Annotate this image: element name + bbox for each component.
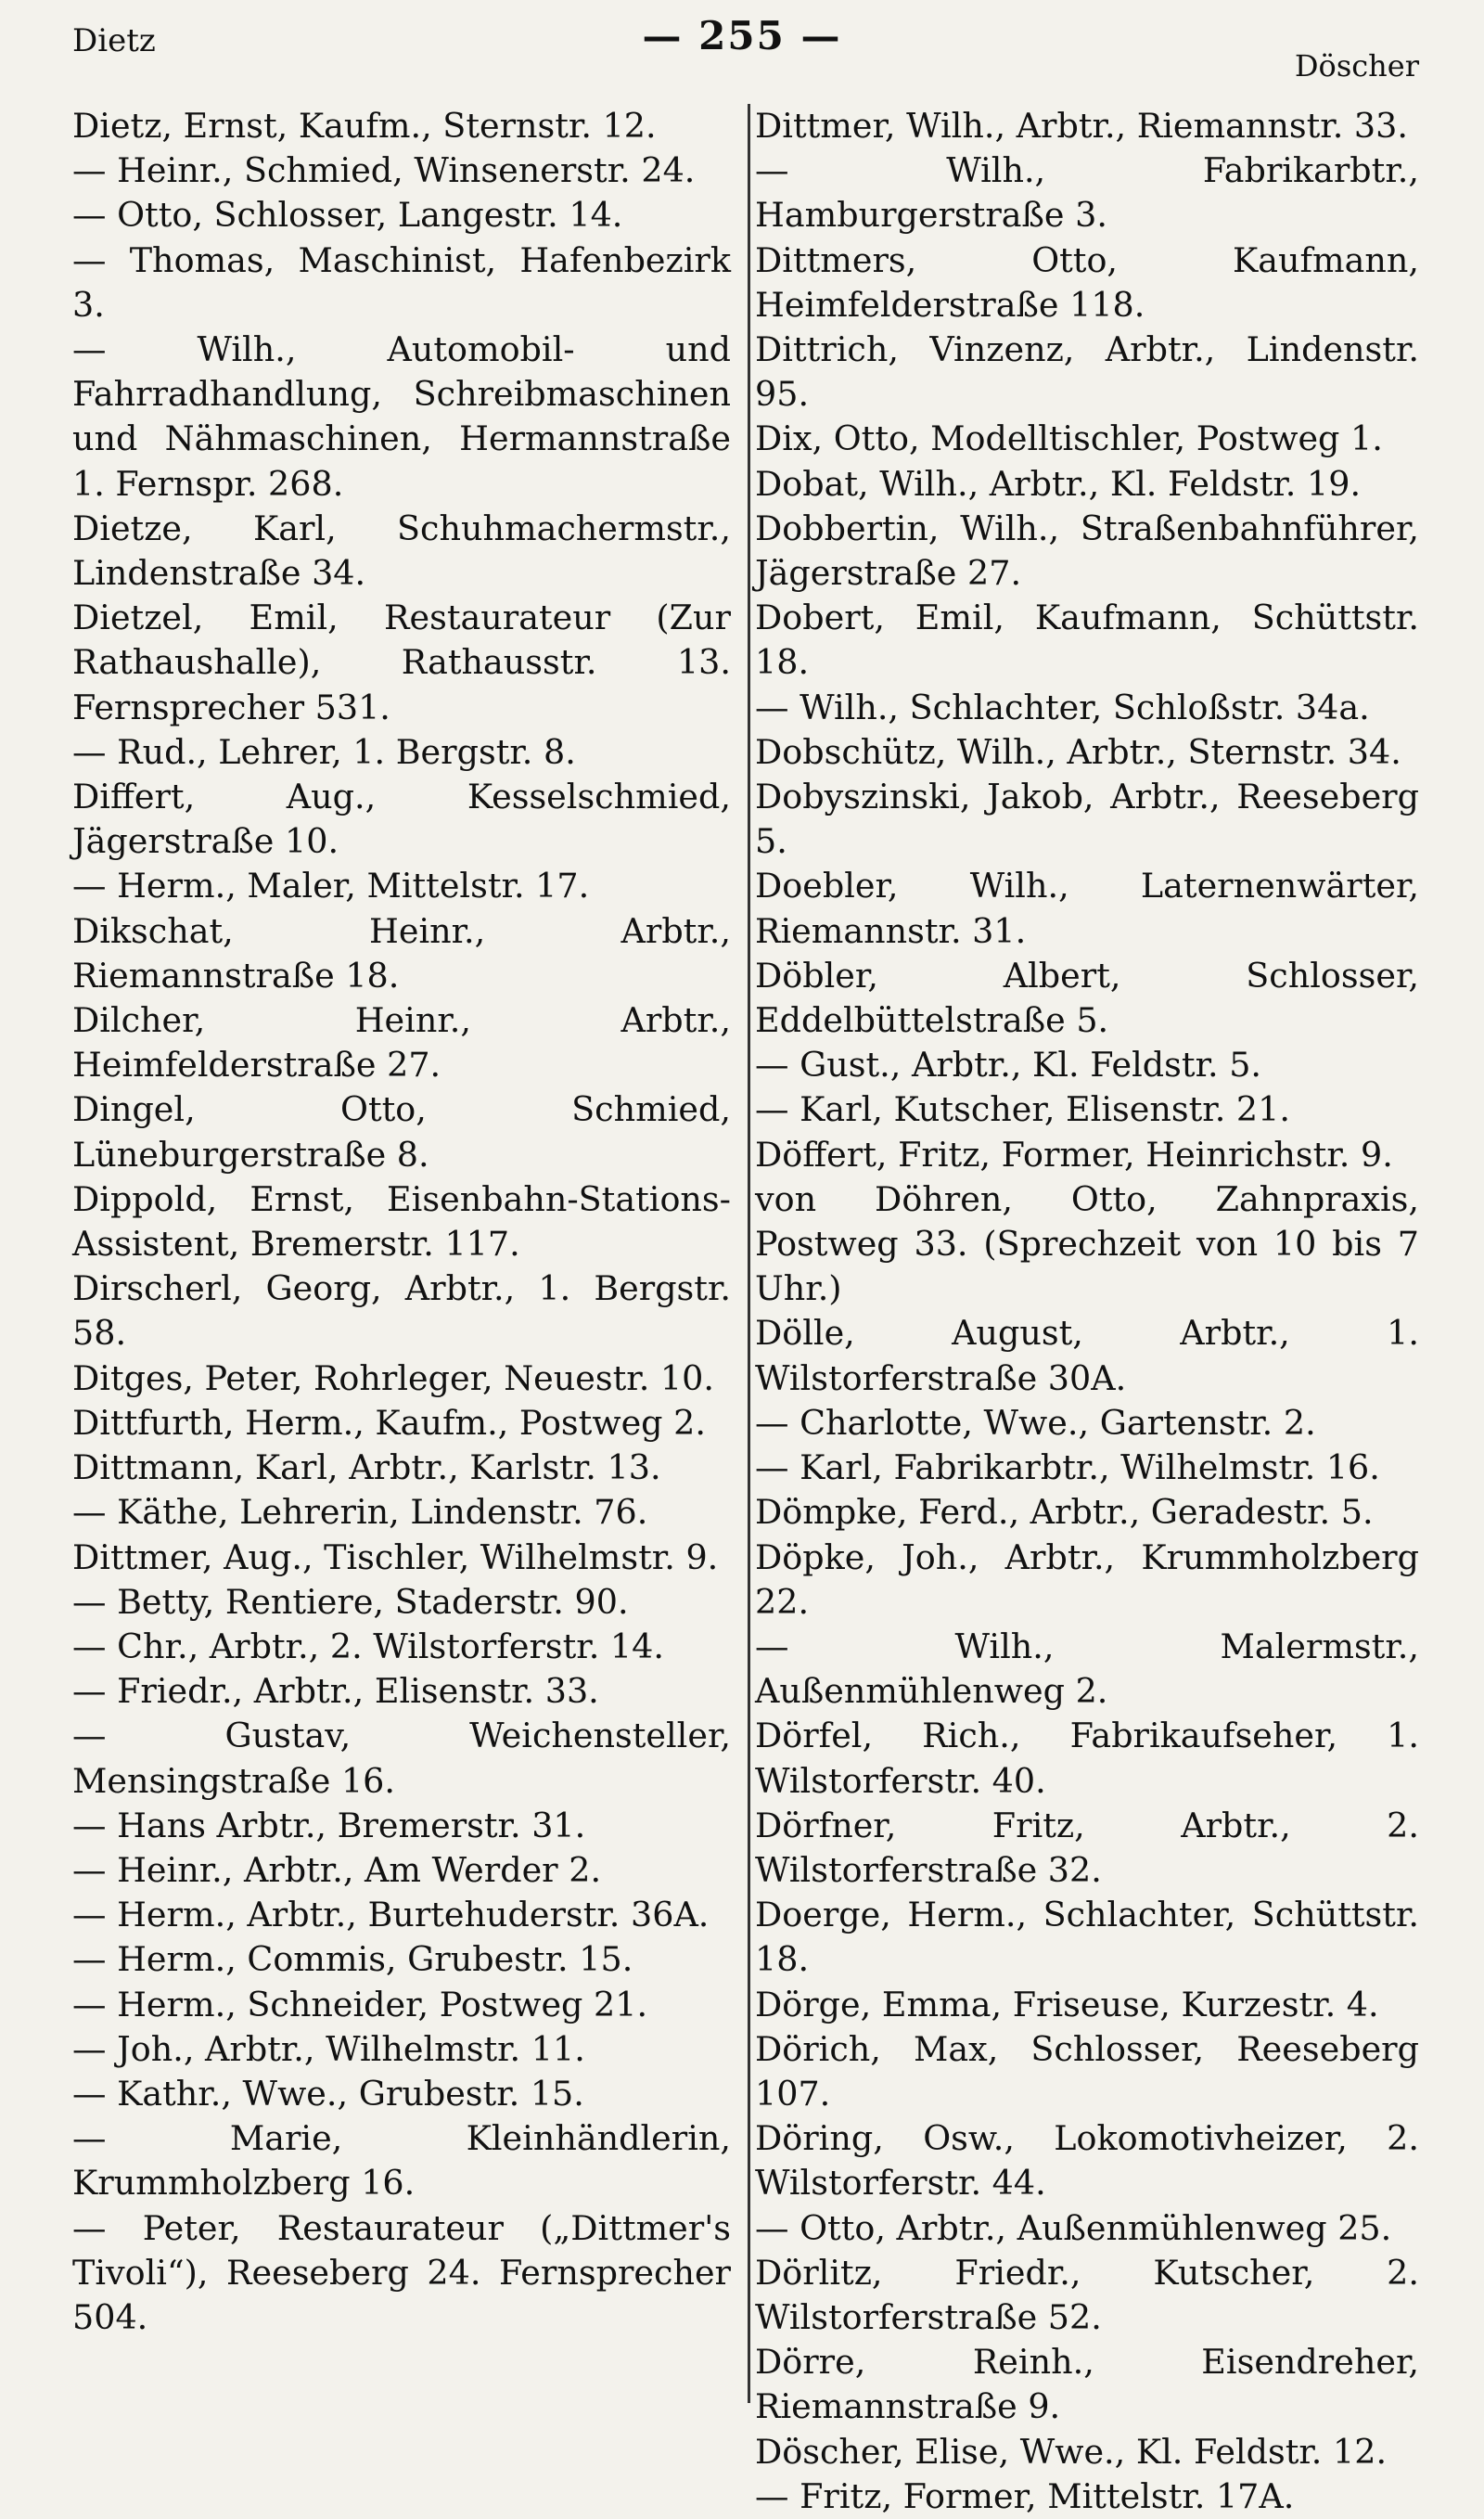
page-header xyxy=(0,13,1484,84)
directory-entry: — Wilh., Automobil- und Fahrradhandlung, Schreibmaschinen und Nähmaschinen, Hermannstraße 1. Fernspr. 268. xyxy=(72,329,731,504)
directory-entry: — Gustav, Weichensteller, Mensingstraße 16. xyxy=(72,1716,731,1801)
directory-entry: Dittmann, Karl, Arbtr., Karlstr. 13. xyxy=(72,1447,661,1488)
directory-entry: Dietzel, Emil, Restaurateur (Zur Rathaushalle), Rathausstr. 13. Fernsprecher 531. xyxy=(72,598,731,727)
directory-entry: Doebler, Wilh., Laternenwärter, Riemannstr. 31. xyxy=(755,866,1419,951)
directory-entry: Dikschat, Heinr., Arbtr., Riemannstraße 18. xyxy=(72,910,731,996)
directory-entry: — Otto, Arbtr., Außenmühlenweg 25. xyxy=(755,2207,1392,2248)
directory-entry: Dobat, Wilh., Arbtr., Kl. Feldstr. 19. xyxy=(755,463,1362,504)
directory-entry: Dobbertin, Wilh., Straßenbahnführer, Jägerstraße 27. xyxy=(755,508,1419,594)
directory-entry: — Friedr., Arbtr., Elisenstr. 33. xyxy=(72,1671,599,1712)
directory-entry: Dörre, Reinh., Eisendreher, Riemannstraße 9. xyxy=(755,2342,1419,2427)
directory-entry: — Joh., Arbtr., Wilhelmstr. 11. xyxy=(72,2028,585,2069)
directory-entry: Dömpke, Ferd., Arbtr., Geradestr. 5. xyxy=(755,1492,1374,1533)
directory-entry: — Chr., Arbtr., 2. Wilstorferstr. 14. xyxy=(72,1626,664,1666)
directory-entry: Dobyszinski, Jakob, Arbtr., Reeseberg 5. xyxy=(755,777,1419,862)
directory-entry: Dörich, Max, Schlosser, Reeseberg 107. xyxy=(755,2028,1419,2114)
column-divider xyxy=(748,104,750,2403)
page-number: — 255 — xyxy=(642,13,842,58)
directory-entry: — Fritz, Former, Mittelstr. 17A. xyxy=(755,2475,1295,2516)
directory-entry: Dirscherl, Georg, Arbtr., 1. Bergstr. 58. xyxy=(72,1268,731,1354)
directory-entry: — Karl, Kutscher, Elisenstr. 21. xyxy=(755,1089,1290,1130)
directory-entry: Ditges, Peter, Rohrleger, Neuestr. 10. xyxy=(72,1357,714,1398)
directory-entry: Dörge, Emma, Friseuse, Kurzestr. 4. xyxy=(755,1984,1379,2024)
directory-entry: Dölle, August, Arbtr., 1. Wilstorferstraße 30A. xyxy=(755,1313,1419,1398)
directory-entry: — Charlotte, Wwe., Gartenstr. 2. xyxy=(755,1402,1316,1443)
directory-entry: Doerge, Herm., Schlachter, Schüttstr. 18. xyxy=(755,1895,1419,1980)
directory-entry: Dittfurth, Herm., Kaufm., Postweg 2. xyxy=(72,1402,706,1443)
directory-entry: Dippold, Ernst, Eisenbahn-Stations-Assistent, Bremerstr. 117. xyxy=(72,1178,731,1265)
header-right-catchword: Döscher xyxy=(1294,48,1419,84)
directory-entry: — Betty, Rentiere, Staderstr. 90. xyxy=(72,1581,629,1622)
directory-entry: Döbler, Albert, Schlosser, Eddelbüttelstraße 5. xyxy=(755,955,1419,1041)
left-column xyxy=(72,104,731,2340)
directory-entry: Dilcher, Heinr., Arbtr., Heimfelderstraße 27. xyxy=(72,1000,731,1086)
directory-entry: Dix, Otto, Modelltischler, Postweg 1. xyxy=(755,418,1383,459)
directory-entry: Dörfel, Rich., Fabrikaufseher, 1. Wilstorferstr. 40. xyxy=(755,1716,1419,1801)
directory-entry: — Gust., Arbtr., Kl. Feldstr. 5. xyxy=(755,1045,1262,1086)
directory-entry: Dobschütz, Wilh., Arbtr., Sternstr. 34. xyxy=(755,731,1401,772)
directory-entry: von Döhren, Otto, Zahnpraxis, Postweg 33. (Sprechzeit von 10 bis 7 Uhr.) xyxy=(755,1178,1419,1309)
directory-entry: Dietze, Karl, Schuhmachermstr., Lindenstraße 34. xyxy=(72,508,731,594)
directory-entry: — Herm., Maler, Mittelstr. 17. xyxy=(72,866,590,906)
directory-entry: Dittmer, Aug., Tischler, Wilhelmstr. 9. xyxy=(72,1536,719,1577)
directory-entry: — Heinr., Schmied, Winsenerstr. 24. xyxy=(72,150,696,191)
directory-entry: — Herm., Schneider, Postweg 21. xyxy=(72,1984,648,2024)
directory-entry: Dingel, Otto, Schmied, Lüneburgerstraße 8. xyxy=(72,1089,731,1175)
directory-entry: Differt, Aug., Kesselschmied, Jägerstraße 10. xyxy=(72,777,731,862)
directory-entry: Döring, Osw., Lokomotivheizer, 2. Wilstorferstr. 44. xyxy=(755,2118,1419,2204)
directory-entry: — Wilh., Fabrikarbtr., Hamburgerstraße 3. xyxy=(755,150,1419,236)
directory-entry: — Otto, Schlosser, Langestr. 14. xyxy=(72,195,623,236)
directory-entry: Dittmer, Wilh., Arbtr., Riemannstr. 33. xyxy=(755,106,1408,146)
directory-entry: — Karl, Fabrikarbtr., Wilhelmstr. 16. xyxy=(755,1447,1380,1488)
directory-entry: Dittmers, Otto, Kaufmann, Heimfelderstraße 118. xyxy=(755,239,1419,325)
directory-entry: Dietz, Ernst, Kaufm., Sternstr. 12. xyxy=(72,106,657,146)
directory-entry: — Marie, Kleinhändlerin, Krummholzberg 16. xyxy=(72,2118,731,2204)
directory-entry: Döscher, Elise, Wwe., Kl. Feldstr. 12. xyxy=(755,2431,1388,2472)
directory-entry: — Wilh., Schlachter, Schloßstr. 34a. xyxy=(755,687,1370,727)
directory-entry: — Herm., Commis, Grubestr. 15. xyxy=(72,1939,633,1980)
directory-entry: Dörfner, Fritz, Arbtr., 2. Wilstorferstraße 32. xyxy=(755,1805,1419,1890)
directory-entry: Dörlitz, Friedr., Kutscher, 2. Wilstorferstraße 52. xyxy=(755,2252,1419,2337)
directory-entry: — Rud., Lehrer, 1. Bergstr. 8. xyxy=(72,731,576,772)
directory-entry: — Heinr., Arbtr., Am Werder 2. xyxy=(72,1849,602,1890)
directory-entry: Döffert, Fritz, Former, Heinrichstr. 9. xyxy=(755,1134,1393,1175)
directory-entry: — Kathr., Wwe., Grubestr. 15. xyxy=(72,2073,584,2114)
directory-entry: — Thomas, Maschinist, Hafenbezirk 3. xyxy=(72,239,731,325)
right-column xyxy=(755,104,1419,2519)
directory-entry: Dittrich, Vinzenz, Arbtr., Lindenstr. 95. xyxy=(755,329,1419,415)
directory-entry: — Hans Arbtr., Bremerstr. 31. xyxy=(72,1805,586,1845)
directory-entry: Dobert, Emil, Kaufmann, Schüttstr. 18. xyxy=(755,598,1419,683)
directory-entry: Döpke, Joh., Arbtr., Krummholzberg 22. xyxy=(755,1536,1419,1622)
directory-entry: — Peter, Restaurateur („Dittmer's Tivoli“), Reeseberg 24. Fernsprecher 504. xyxy=(72,2207,731,2337)
directory-entry: — Käthe, Lehrerin, Lindenstr. 76. xyxy=(72,1492,648,1533)
directory-entry: — Wilh., Malermstr., Außenmühlenweg 2. xyxy=(755,1626,1419,1712)
header-left-catchword: Dietz xyxy=(72,22,156,59)
directory-entry: — Herm., Arbtr., Burtehuderstr. 36A. xyxy=(72,1895,710,1935)
